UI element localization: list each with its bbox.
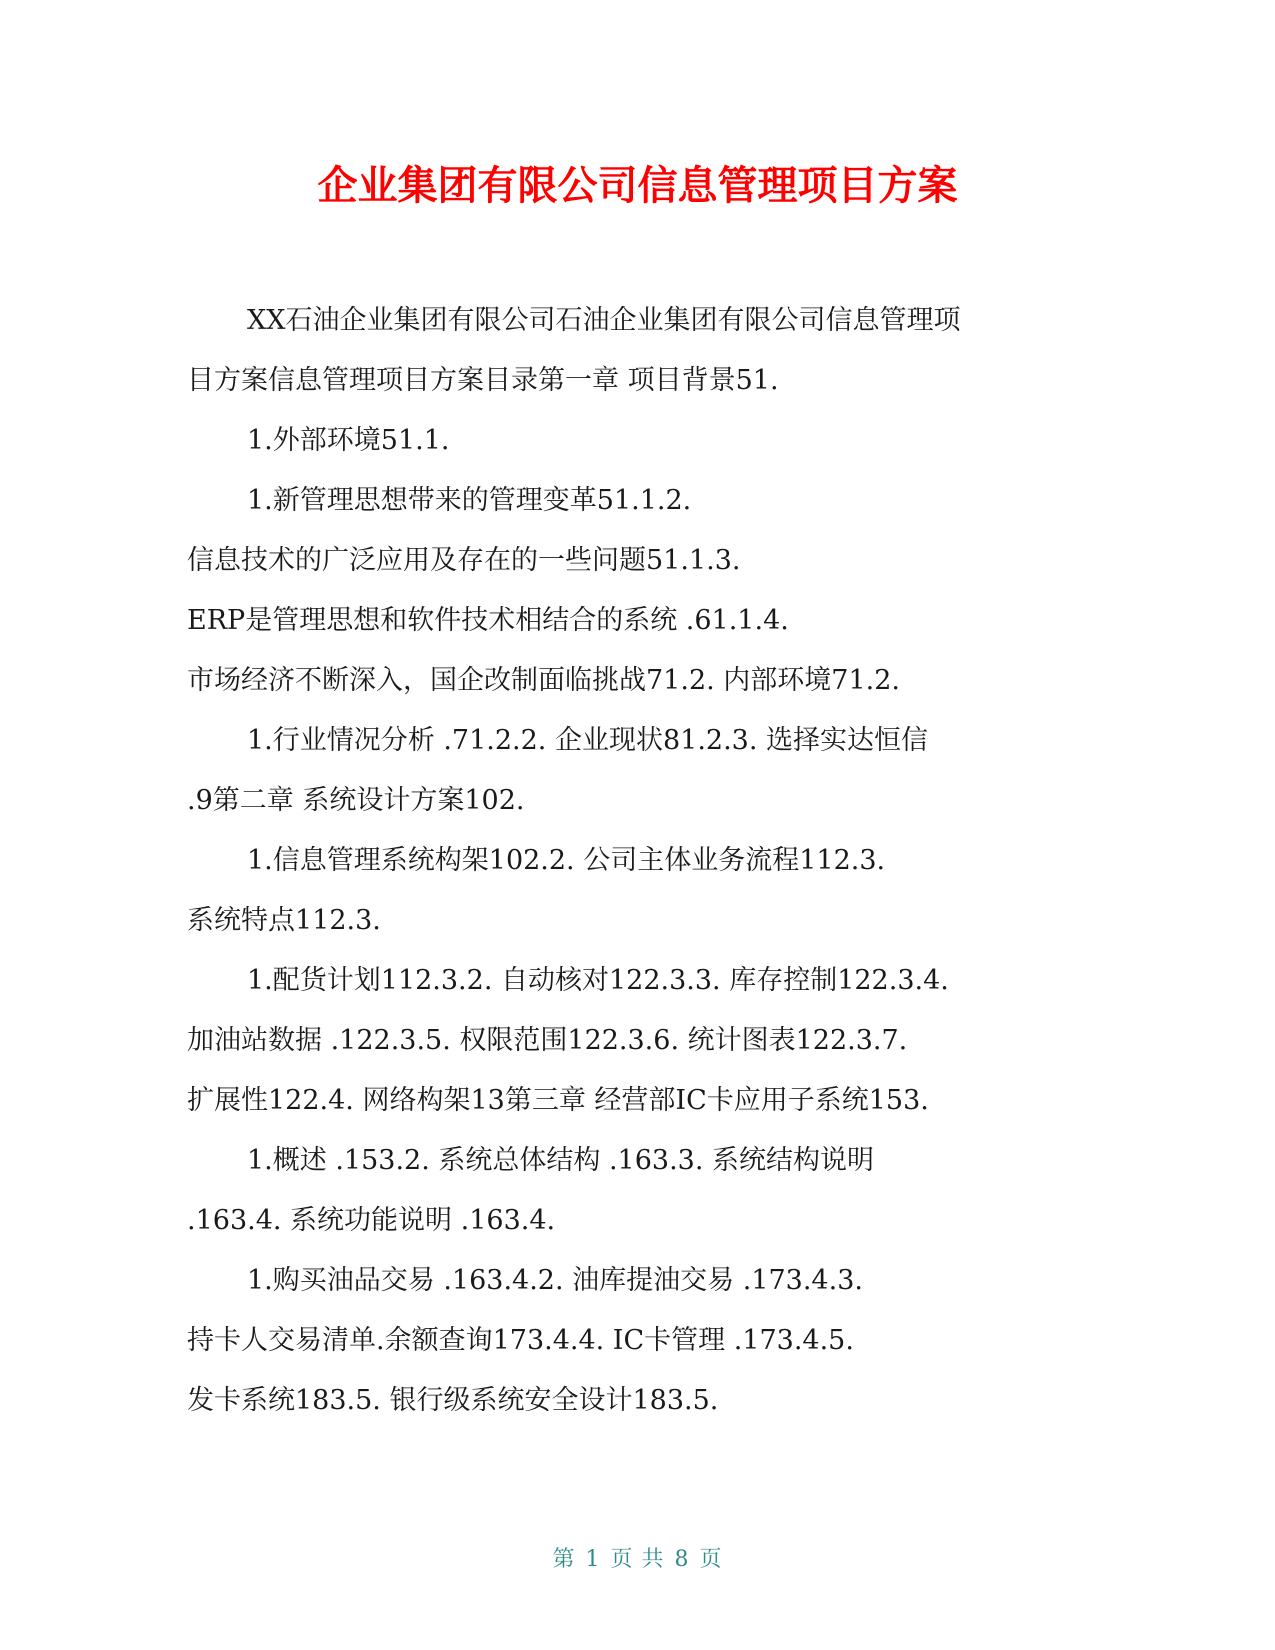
body-line: 1.行业情况分析 .71.2.2. 企业现状81.2.3. 选择实达恒信 bbox=[247, 725, 929, 756]
body-line: 1.概述 .153.2. 系统总体结构 .163.3. 系统结构说明 bbox=[247, 1145, 875, 1176]
body-line: 信息技术的广泛应用及存在的一些问题51.1.3. bbox=[187, 545, 741, 576]
footer-prefix: 第 bbox=[552, 1547, 576, 1572]
document-body bbox=[187, 291, 1067, 1431]
body-line: .163.4. 系统功能说明 .163.4. bbox=[187, 1205, 556, 1236]
body-line: 1.信息管理系统构架102.2. 公司主体业务流程112.3. bbox=[247, 845, 886, 876]
body-line: 扩展性122.4. 网络构架13第三章 经营部IC卡应用子系统153. bbox=[187, 1085, 929, 1116]
body-line: 1.外部环境51.1. bbox=[247, 425, 450, 456]
body-line: 目方案信息管理项目方案目录第一章 项目背景51. bbox=[187, 365, 779, 396]
body-line: 持卡人交易清单.余额查询173.4.4. IC卡管理 .173.4.5. bbox=[187, 1325, 854, 1356]
page-footer bbox=[0, 1542, 1275, 1573]
document-title: 企业集团有限公司信息管理项目方案 bbox=[317, 163, 958, 209]
footer-page-number: 1 bbox=[585, 1547, 601, 1572]
footer-middle: 页 共 bbox=[610, 1547, 665, 1572]
body-line: 1.新管理思想带来的管理变革51.1.2. bbox=[247, 485, 692, 516]
footer-suffix: 页 bbox=[699, 1547, 723, 1572]
body-line: ERP是管理思想和软件技术相结合的系统 .61.1.4. bbox=[187, 605, 789, 636]
footer-total-pages: 8 bbox=[674, 1547, 690, 1572]
body-line: XX石油企业集团有限公司石油企业集团有限公司信息管理项 bbox=[247, 305, 961, 336]
body-line: 1.购买油品交易 .163.4.2. 油库提油交易 .173.4.3. bbox=[247, 1265, 863, 1296]
body-line: .9第二章 系统设计方案102. bbox=[187, 785, 525, 816]
body-line: 加油站数据 .122.3.5. 权限范围122.3.6. 统计图表122.3.7. bbox=[187, 1025, 908, 1056]
body-line: 1.配货计划112.3.2. 自动核对122.3.3. 库存控制122.3.4. bbox=[247, 965, 949, 996]
body-line: 发卡系统183.5. 银行级系统安全设计183.5. bbox=[187, 1385, 719, 1416]
body-line: 市场经济不断深入，国企改制面临挑战71.2. 内部环境71.2. bbox=[187, 665, 900, 696]
body-line: 系统特点112.3. bbox=[187, 905, 381, 936]
